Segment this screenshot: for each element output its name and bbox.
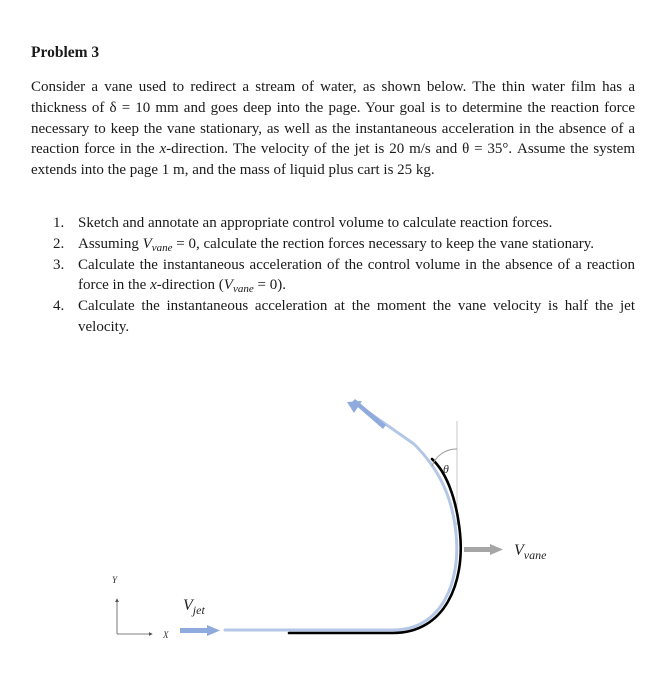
v-symbol: V bbox=[142, 235, 152, 252]
jet-label-main: V bbox=[183, 597, 193, 614]
task-number: 1. bbox=[53, 215, 65, 231]
v-subscript: vane bbox=[232, 283, 254, 296]
task-text: Sketch and annotate an appropriate control volume to calculate reaction forces. bbox=[78, 215, 553, 231]
task-text: Assuming bbox=[78, 235, 143, 252]
task-text: -direction ( bbox=[156, 277, 224, 294]
x-variable: x bbox=[159, 141, 167, 158]
vane-label-sub: vane bbox=[523, 548, 547, 562]
problem-title: Problem 3 bbox=[31, 44, 100, 61]
intro-text-4: . Assume the system extends into the page 1 m, and the mass of liquid plus cart is 25 kg. bbox=[31, 141, 635, 179]
task-number: 2. bbox=[53, 235, 65, 252]
intro-text-3: -direction. The velocity of the jet is 20 m/s and bbox=[166, 141, 463, 158]
jet-velocity-label bbox=[183, 597, 205, 617]
v-symbol: V bbox=[223, 277, 233, 294]
task-text: = 0, calculate the rection forces necessary to keep the vane stationary. bbox=[172, 235, 594, 252]
jet-arrow bbox=[180, 628, 208, 633]
task-number: 4. bbox=[53, 298, 65, 315]
theta-label: θ bbox=[443, 462, 449, 476]
y-axis-label: Y bbox=[112, 575, 118, 585]
vane-label-main: V bbox=[514, 542, 524, 559]
vane bbox=[289, 459, 461, 633]
x-axis-label: X bbox=[163, 630, 169, 640]
vane-velocity-label bbox=[514, 542, 547, 562]
jet-arrowhead bbox=[207, 625, 220, 636]
water-film bbox=[225, 407, 457, 630]
x-variable: x bbox=[150, 277, 157, 294]
task-text: Calculate the instantaneous acceleration at the moment the vane velocity is half the jet velocity. bbox=[78, 298, 635, 335]
task-text: Calculate the instantaneous acceleration of the control volume in the absence of a reaction force in the bbox=[78, 256, 635, 294]
intro-text-2: and goes deep into the page. Your goal is to determine the reaction force necessary to keep the vane stationary, as well as the instantaneous acceleration in the absence of a reaction force in the bbox=[31, 99, 635, 158]
v-subscript: vane bbox=[151, 241, 173, 254]
theta-equation: θ = 35° bbox=[462, 141, 509, 158]
task-text: = 0). bbox=[253, 277, 286, 294]
jet-label-sub: jet bbox=[192, 603, 205, 617]
delta-equation: δ = 10 mm bbox=[109, 99, 179, 116]
task-number: 3. bbox=[53, 256, 65, 273]
intro-text-1: Consider a vane used to redirect a stream of water, as shown below. The thin water film has a thickness of bbox=[31, 79, 635, 116]
vane-velocity-arrowhead bbox=[490, 544, 503, 555]
vane-velocity-arrow bbox=[464, 547, 491, 552]
